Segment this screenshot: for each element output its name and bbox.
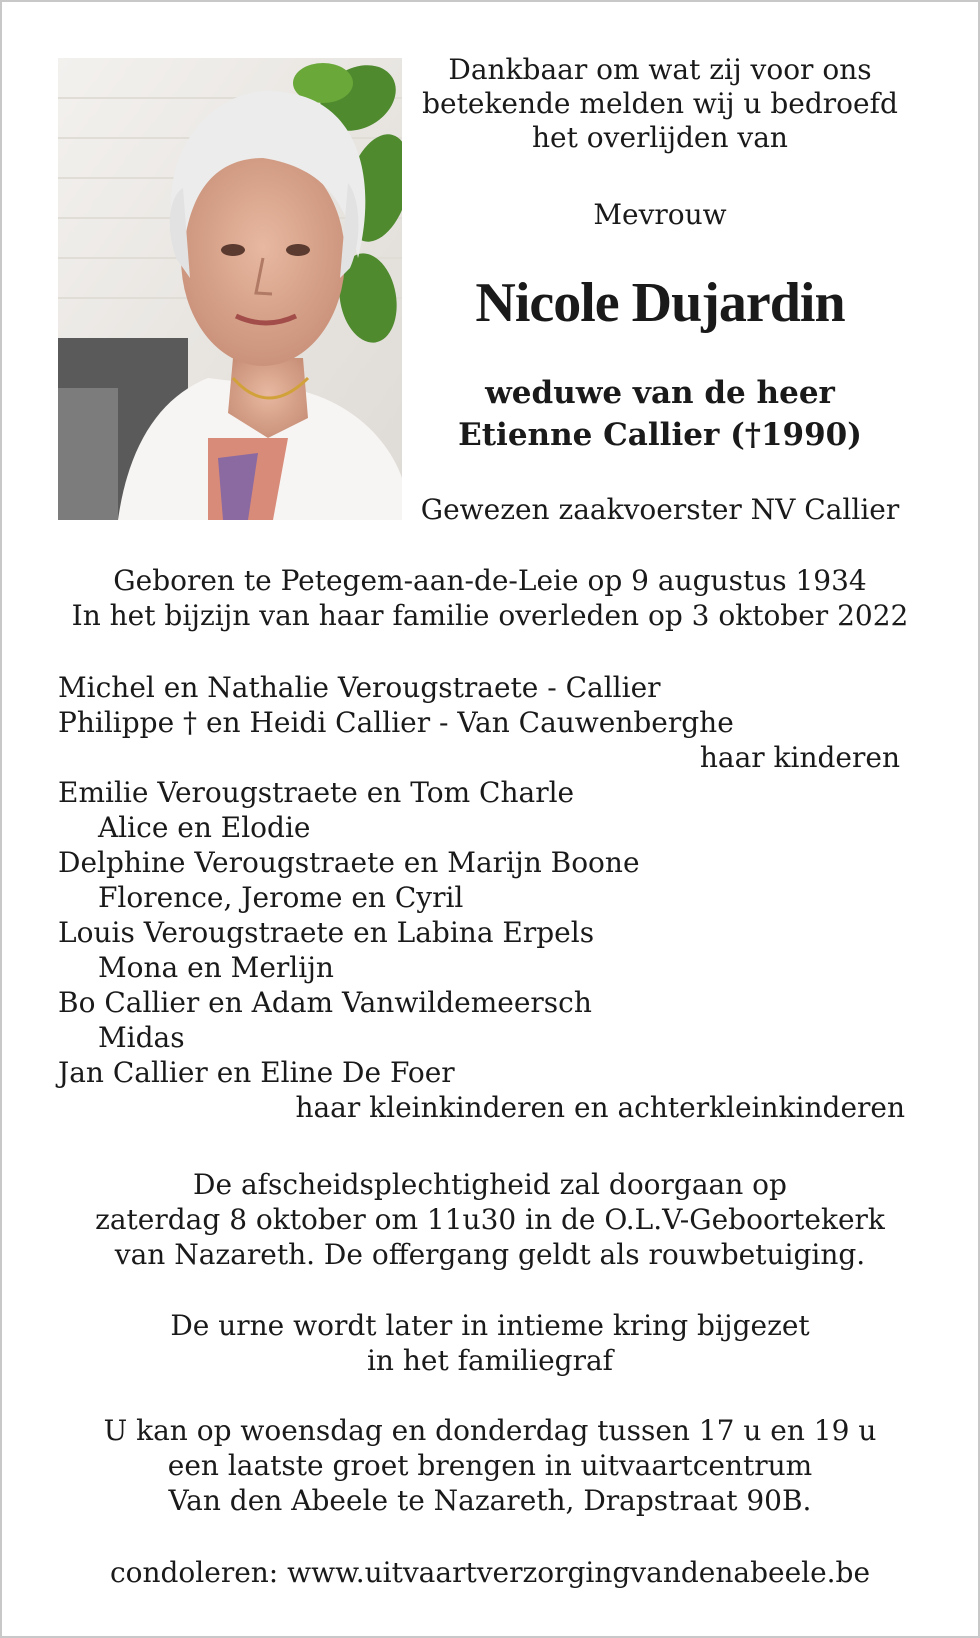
- visit-line: Van den Abeele te Nazareth, Drapstraat 90B.: [168, 1484, 812, 1517]
- grandchild-couple: Delphine Verougstraete en Marijn Boone: [58, 846, 640, 879]
- ceremony-line: van Nazareth. De offergang geldt als rouwbetuiging.: [114, 1238, 866, 1271]
- intro-line: betekende melden wij u bedroefd: [422, 87, 898, 120]
- grandchild-couple: Bo Callier en Adam Vanwildemeersch: [58, 986, 592, 1019]
- ceremony-line: De afscheidsplechtigheid zal doorgaan op: [193, 1168, 787, 1201]
- great-grandchildren: Florence, Jerome en Cyril: [98, 881, 464, 914]
- children-label: haar kinderen: [699, 741, 900, 774]
- visit-line: U kan op woensdag en donderdag tussen 17 u en 19 u: [103, 1414, 877, 1447]
- spouse-line: Etienne Callier (†1990): [458, 417, 862, 453]
- grandchild-couple: Louis Verougstraete en Labina Erpels: [58, 916, 595, 949]
- grandchild-couple: Emilie Verougstraete en Tom Charle: [58, 776, 575, 809]
- birth-line: Geboren te Petegem-aan-de-Leie op 9 augustus 1934: [113, 564, 867, 597]
- intro-line: Dankbaar om wat zij voor ons: [448, 53, 872, 86]
- grandchild-couple: Jan Callier en Eline De Foer: [58, 1056, 455, 1089]
- child-line: Philippe † en Heidi Callier - Van Cauwenberghe: [58, 706, 734, 739]
- deceased-name: Nicole Dujardin: [475, 272, 845, 334]
- condolence-line: condoleren: www.uitvaartverzorgingvandenabeele.be: [109, 1556, 871, 1589]
- great-grandchildren: Alice en Elodie: [98, 811, 311, 844]
- great-grandchildren: Midas: [98, 1021, 185, 1054]
- grandchildren-label: haar kleinkinderen en achterkleinkinderen: [295, 1091, 905, 1124]
- ceremony-line: zaterdag 8 oktober om 11u30 in de O.L.V-Geboortekerk: [95, 1203, 885, 1236]
- visit-line: een laatste groet brengen in uitvaartcentrum: [167, 1449, 813, 1482]
- urn-line: De urne wordt later in intieme kring bijgezet: [170, 1309, 810, 1342]
- salutation: Mevrouw: [593, 198, 727, 231]
- urn-line: in het familiegraf: [366, 1344, 614, 1377]
- great-grandchildren: Mona en Merlijn: [98, 951, 334, 984]
- intro-line: het overlijden van: [532, 121, 788, 154]
- child-line: Michel en Nathalie Verougstraete - Callier: [58, 671, 661, 704]
- portrait-photo: [58, 58, 402, 520]
- death-line: In het bijzijn van haar familie overleden op 3 oktober 2022: [71, 599, 909, 632]
- spouse-line: weduwe van de heer: [485, 375, 835, 411]
- occupation: Gewezen zaakvoerster NV Callier: [420, 493, 900, 526]
